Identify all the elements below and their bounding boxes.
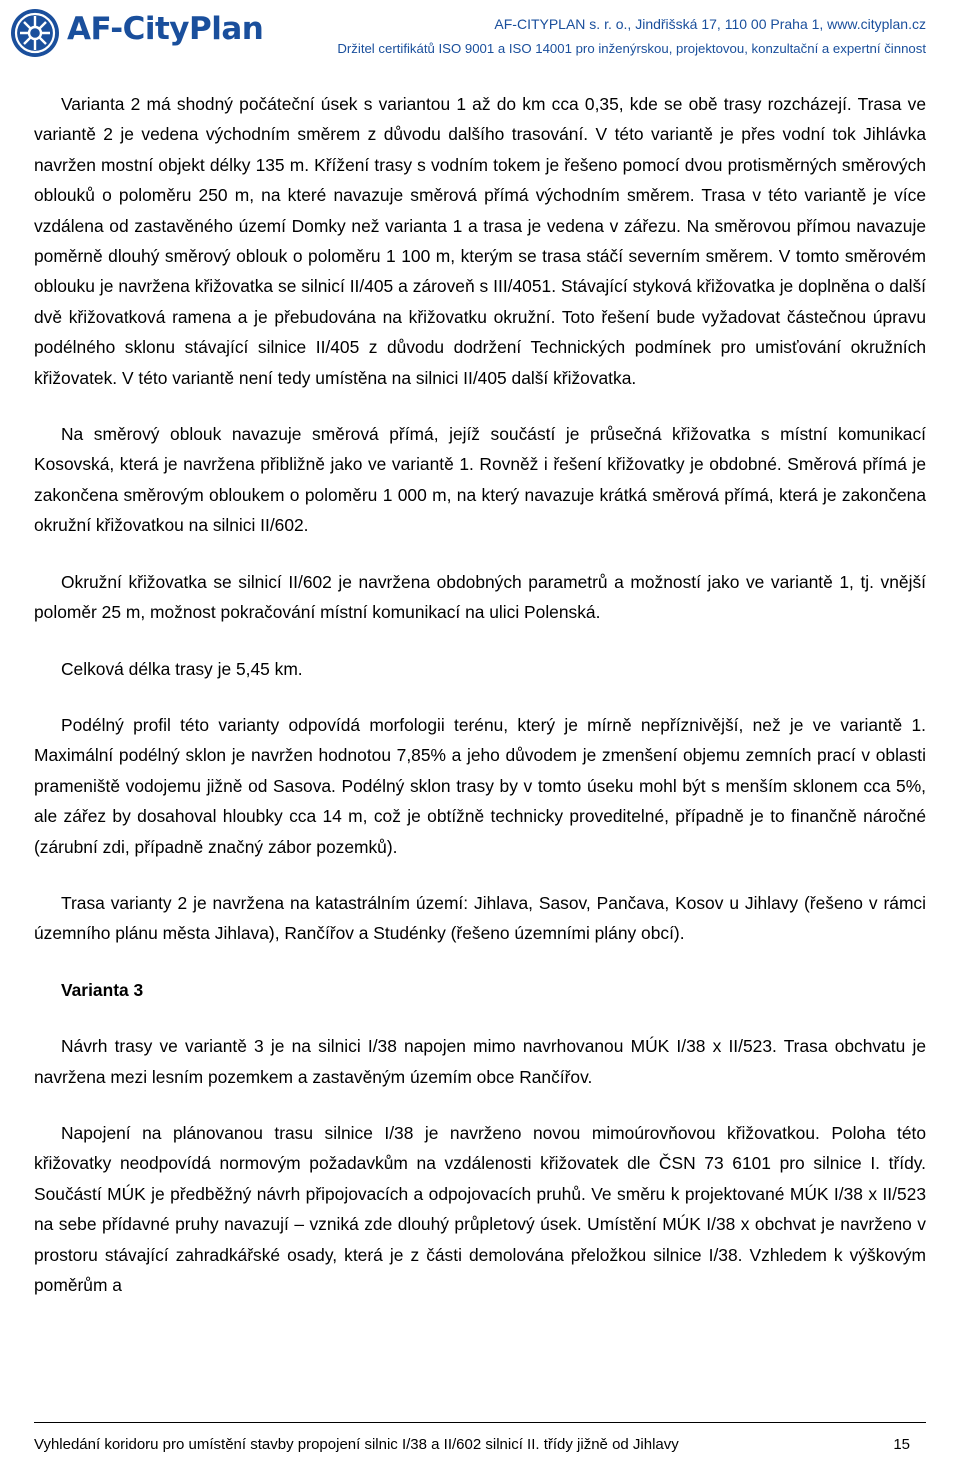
paragraph-7: Návrh trasy ve variantě 3 je na silnici I/38 napojen mimo navrhovanou MÚK I/38 x II/523. Trasa obchvatu je navržena mezi lesním pozemkem a zastavěným územím obce Rančířov. bbox=[34, 1036, 926, 1087]
page-number: 15 bbox=[893, 1436, 910, 1453]
footer-title: Vyhledání koridoru pro umístění stavby propojení silnic I/38 a II/602 silnicí II. třídy jižně od Jihlavy bbox=[34, 1436, 679, 1453]
paragraph-3: Okružní křižovatka se silnicí II/602 je navržena obdobných parametrů a možností jako ve variantě 1, tj. vnější poloměr 25 m, možnost pokračování místní komunikací na ulici Polenská. bbox=[34, 571, 926, 623]
cityplan-logo-icon bbox=[10, 8, 60, 58]
paragraph-2: Na směrový oblouk navazuje směrová přímá, jejíž součástí je průsečná křižovatka s místní komunikací Kosovská, která je navržena přibližně jako ve variantě 1. Rovněž i řešení křižovatky je obdobné. Směrová přímá je zakončena směrovým obloukem o poloměru 1 000 m, na který navazuje krátká směrová přímá, která je zakončena okružní křižovatkou na silnici II/602. bbox=[34, 424, 926, 536]
paragraph-4: Celková délka trasy je 5,45 km. bbox=[61, 658, 303, 679]
paragraph-1: Varianta 2 má shodný počáteční úsek s variantou 1 až do km cca 0,35, kde se obě trasy rozcházejí. Trasa ve variantě 2 je vedena východním směrem z důvodu dalšího trasování. V této variantě je přes vodní tok Jihlávka navržen mostní objekt délky 135 m. Křížení trasy s vodním tokem je řešeno pomocí dvou protisměrných směrových oblouků o poloměru 250 m, na které navazuje směrová přímá východním směrem. Trasa v této variantě je více vzdálena od zastavěného území Domky než varianta 1 a trasa je vedena v zářezu. Na směrovou přímou navazuje poměrně dlouhý směrový oblouk o poloměru 1 100 m, kterým se trasa stáčí severním směrem. V tomto směrovém oblouku je navržena křižovatka se silnicí II/405 a zároveň s III/4051. Stávající styková křižovatka je doplněna o další dvě křižovatková ramena a je přebudována na křižovatku okružní. Toto řešení bude vyžadovat částečnou úpravu podélného sklonu stávající silnice II/405 z důvodu dodržení Technických podmínek pro umisťování okružních křižovatek. V této variantě není tedy umístěna na silnici II/405 další křižovatka. bbox=[34, 94, 926, 388]
paragraph-6: Trasa varianty 2 je navržena na katastrálním území: Jihlava, Sasov, Pančava, Kosov u Jihlavy (řešeno v rámci územního plánu města Jihlava), Rančířov a Studénky (řešeno územními plány obcí). bbox=[34, 892, 926, 944]
footer-divider bbox=[34, 1422, 926, 1423]
company-address: AF-CITYPLAN s. r. o., Jindřišská 17, 110 00 Praha 1, www.cityplan.cz bbox=[494, 16, 926, 32]
document-body bbox=[34, 89, 926, 1326]
page-header bbox=[0, 0, 960, 64]
section-heading: Varianta 3 bbox=[61, 979, 144, 1000]
logo-text: AF-CityPlan bbox=[67, 11, 264, 47]
paragraph-5: Podélný profil této varianty odpovídá morfologii terénu, který je mírně nepříznivější, než je ve variantě 1. Maximální podélný sklon je navržen hodnotou 7,85% a jeho důvodem je zmenšení objemu zemních prací v oblasti prameniště vodojemu jižně od Sasova. Podélný sklon trasy by v tomto úseku mohl být s menším sklonem cca 5%, ale zářez by dosahoval hloubky cca 14 m, což je obtížně technicky proveditelné, případně je to finančně náročné (zárubní zdi, případně značný zábor pozemků). bbox=[34, 714, 926, 857]
paragraph-8: Napojení na plánovanou trasu silnice I/38 je navrženo novou mimoúrovňovou křižovatkou. Poloha této křižovatky neodpovídá normovým požadavkům na vzdálenosti křižovatek dle ČSN 73 6101 pro silnice I. třídy. Součástí MÚK je předběžný návrh připojovacích a odpojovacích pruhů. Ve směru k projektované MÚK I/38 x II/523 na sebe přídavné pruhy navazují – vzniká zde dlouhý průpletový úsek. Umístění MÚK I/38 x obchvat je navrženo v prostoru stávající zahradkářské osady, která je z části demolována přeložkou silnice I/38. Vzhledem k výškovým poměrům a bbox=[34, 1122, 926, 1295]
certificate-statement: Držitel certifikátů ISO 9001 a ISO 14001 pro inženýrskou, projektovou, konzultační a expertní činnost bbox=[337, 41, 926, 56]
